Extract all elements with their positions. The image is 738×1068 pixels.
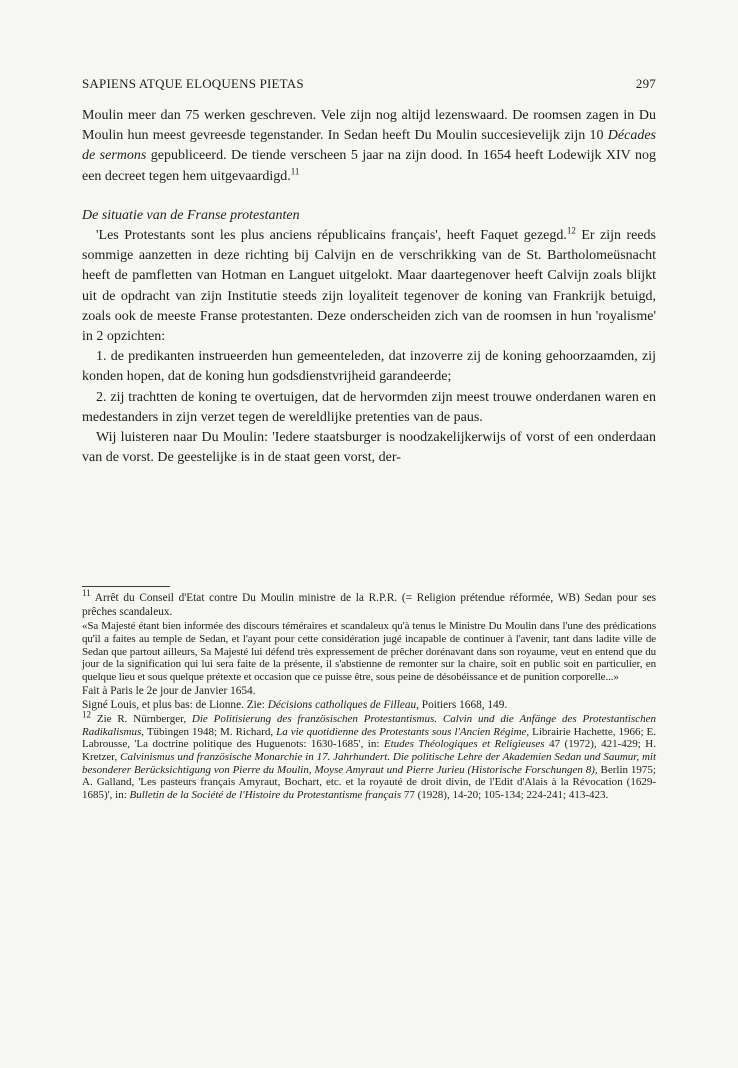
footnote-12-part-e: Berlin 1975; A. Galland, 'Les pasteurs français Amyraut, Bochart, etc. et la royauté de droit divin, de l'Edit d'Alais à la Révocation (1629-1685)', in: [82, 763, 656, 802]
paragraph-5: Wij luisteren naar Du Moulin: 'Iedere staatsburger is noodzakelijkerwijs of vorst of een onderdaan van de vorst. De geestelijke is in de staat geen vorst, der- [82, 430, 656, 466]
running-title: SAPIENS ATQUE ELOQUENS PIETAS [82, 76, 304, 91]
running-header [82, 76, 656, 94]
list-item-1: 1. de predikanten instrueerden hun gemeenteleden, dat inzoverre zij de koning gehoorzaamden, zij konden hopen, dat de koning hun godsdienstvrijheid garandeerde; [82, 349, 656, 385]
paragraph-2-text-b: Er zijn reeds sommige aanzetten in deze richting bij Calvijn en de verschrikking van de St. Bartholomeüsnacht heeft de pamfletten van Hotman en Languet uitgelokt. Maar daartegenover heeft Calvijn zoals blijkt uit de opdracht van zijn Institutie steeds zijn loyaliteit tegenover de koning van Frankrijk betuigd, zoals ook de meeste Franse protestanten. Deze onderscheiden zich van de roomsen in hun 'royalisme' in 2 opzichten: [82, 228, 656, 345]
main-text [82, 106, 656, 468]
footnote-11-mark: 11 [82, 588, 91, 599]
footnote-12-italic-3: Etudes Théologiques et Religieuses [383, 738, 545, 751]
footnote-12-part-c: Librairie Hachette, 1966; E. Labrousse, 'La doctrine politique des Huguenots: 1630-1685', in: [82, 725, 656, 751]
footnote-12 [82, 709, 656, 802]
list-item-2: 2. zij trachtten de koning te overtuigen, dat de hervormden zijn meest trouwe onderdanen waren en medestanders in zijn verzet tegen de wereldlijke pretenties van de paus. [82, 389, 656, 425]
footnote-11-signe-b: Poitiers 1668, 149. [418, 699, 508, 712]
footnote-12-part-d: 47 (1972), 421-429; H. Kretzer, [82, 738, 656, 763]
footnote-11-fait: Fait à Paris le 2e jour de Janvier 1654. [82, 684, 256, 697]
footnote-12-mark: 12 [82, 709, 91, 720]
footnote-11-signe-a: Signé Louis, et plus bas: de Lionne. Zie: [82, 699, 268, 712]
paragraph-1-text-a: Moulin meer dan 75 werken geschreven. Vele zijn nog altijd lezenswaard. De roomsen zagen in Du Moulin hun meest gevreesde tegenstander. In Sedan heeft Du Moulin succesievelijk zijn 10 [82, 108, 656, 144]
footnote-ref-12[interactable]: 12 [566, 225, 576, 236]
footnote-11-text: Arrêt du Conseil d'Etat contre Du Moulin ministre de la R.P.R. (= Religion prétendue réformée, WB) Sedan pour ses prêches scandaleux. [82, 592, 657, 618]
footnote-ref-11[interactable]: 11 [290, 165, 300, 176]
footnote-12-italic-1: Die Politisierung des französischen Protestantismus. Calvin und die Anfänge des Protestantischen Radikalismus, [82, 712, 656, 738]
footnote-12-italic-2: La vie quotidienne des Protestants sous l'Ancien Régime, [276, 725, 530, 738]
paragraph-2 [82, 226, 656, 347]
paragraph-1-italic-title: Décades de sermons [82, 128, 656, 164]
footnote-12-italic-5: Bulletin de la Société de l'Histoire du Protestantisme français [129, 789, 402, 802]
footnotes [82, 588, 657, 802]
paragraph-1 [82, 106, 656, 187]
footnote-12-part-a: Zie R. Nürnberger, [96, 712, 192, 725]
footnote-11 [82, 588, 657, 619]
page-number: 297 [635, 76, 656, 91]
footnote-11-quote: «Sa Majesté étant bien informée des discours téméraires et scandaleux qu'à tenus le Ministre Du Moulin dans l'une des prédications qu'il a faites au temple de Sedan, et l'ayant pour cette considération jugé incapable de continuer à l'avenir, tant dans ladite ville de Sedan que partout ailleurs, Sa Majesté lui défend très expressement de prêcher dorénavant dans son royaume, veut en entend que du jour de la signification qui lui sera faite de la présente, il s'abstienne de remonter sur la chaire, soit en public soit en particulier, en quelque lieu et sous quelque prétexte et occasion que ce puisse être, sous peine de désobéissance et de punition corporelle...» [82, 620, 656, 683]
footnote-12-part-f: 77 (1928), 14-20; 105-134; 224-241; 413-423. [401, 789, 609, 802]
footnote-divider [82, 586, 170, 587]
paragraph-2-text-a: 'Les Protestants sont les plus anciens républicains français', heeft Faquet gezegd. [96, 228, 567, 244]
footnote-11-signe-italic: Décisions catholiques de Filleau, [267, 699, 419, 712]
footnote-12-italic-4: Calvinismus und französische Monarchie in 17. Jahrhundert. Die politische Lehre der Akademien Sedan und Saumur, mit besonderer Berücksichtigung von Pierre du Moulin, Moyse Amyraut und Pierre Jurieu (Historische Forschungen 8), [82, 751, 656, 776]
footnote-12-part-b: Tübingen 1948; M. Richard, [144, 725, 277, 738]
section-heading: De situatie van de Franse protestanten [82, 207, 300, 223]
paragraph-1-text-b: gepubliceerd. De tiende verscheen 5 jaar na zijn dood. In 1654 heeft Lodewijk XIV nog een decreet tegen hem uitgevaardigd. [82, 148, 656, 184]
footnote-11-signe [82, 699, 656, 713]
